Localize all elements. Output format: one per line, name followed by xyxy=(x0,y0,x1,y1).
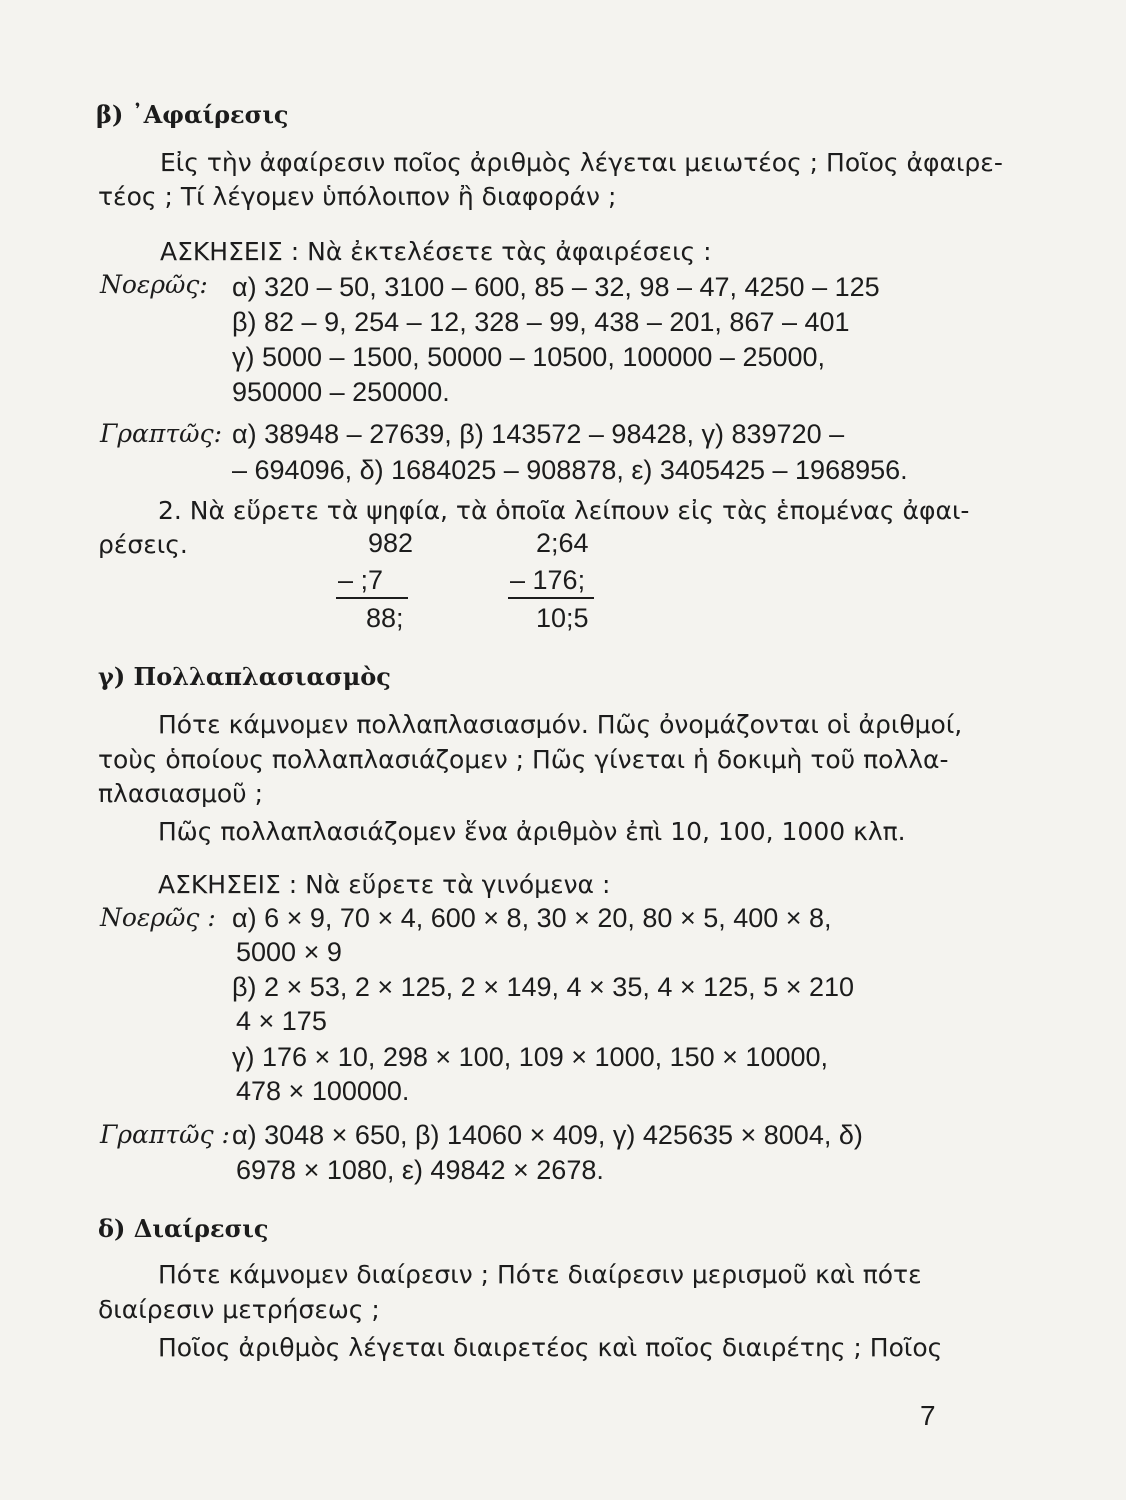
paragraph-line: Πότε κάμνομεν πολλαπλασιασμόν. Πῶς ὀνομάζονται οἱ ἀριθμοί, xyxy=(158,710,963,739)
exercise-line: β) 2 × 53, 2 × 125, 2 × 149, 4 × 35, 4 × 125, 5 × 210 xyxy=(232,972,855,1002)
paragraph-line: ρέσεις. xyxy=(98,530,188,559)
puzzle-top: 2;64 xyxy=(536,528,589,558)
exercise-line: 478 × 100000. xyxy=(236,1076,410,1106)
exercise-line: 5000 × 9 xyxy=(236,937,342,967)
puzzle-rule xyxy=(336,597,408,599)
exercise-line: α) 38948 – 27639, β) 143572 – 98428, γ) 839720 – xyxy=(232,419,845,449)
section-heading-multiplication: γ) Πολλαπλασιασμὸς xyxy=(98,662,391,691)
exercises-intro: ΑΣΚΗΣΕΙΣ : Νὰ ἐκτελέσετε τὰς ἀφαιρέσεις : xyxy=(160,237,712,266)
exercise-line: γ) 5000 – 1500, 50000 – 10500, 100000 – 25000, xyxy=(232,342,826,372)
exercise-line: β) 82 – 9, 254 – 12, 328 – 99, 438 – 201, 867 – 401 xyxy=(232,307,850,337)
exercise-line: α) 320 – 50, 3100 – 600, 85 – 32, 98 – 47, 4250 – 125 xyxy=(232,272,880,302)
puzzle-minus: – ;7 xyxy=(338,565,384,595)
mental-label: Νοερῶς: xyxy=(100,270,208,299)
paragraph-line: τέος ; Τί λέγομεν ὑπόλοιπον ἢ διαφοράν ; xyxy=(98,182,617,211)
puzzle-minus: – 176; xyxy=(510,565,586,595)
exercise-line: 950000 – 250000. xyxy=(232,377,450,407)
paragraph-line: Εἰς τὴν ἀφαίρεσιν ποῖος ἀριθμὸς λέγεται μειωτέος ; Ποῖος ἀφαιρε- xyxy=(160,148,1003,177)
section-heading-subtraction: β) ᾿Αφαίρεσις xyxy=(96,100,289,129)
paragraph-line: Πῶς πολλαπλασιάζομεν ἕνα ἀριθμὸν ἐπὶ 10, 100, 1000 κλπ. xyxy=(158,817,906,846)
exercise-line: 6978 × 1080, ε) 49842 × 2678. xyxy=(236,1155,604,1185)
written-label: Γραπτῶς : xyxy=(100,1120,230,1149)
puzzle-top: 982 xyxy=(368,528,414,558)
section-heading-division: δ) Διαίρεσις xyxy=(98,1214,269,1243)
paragraph-line: διαίρεσιν μετρήσεως ; xyxy=(98,1295,380,1324)
paragraph-line: Πότε κάμνομεν διαίρεσιν ; Πότε διαίρεσιν μερισμοῦ καὶ πότε xyxy=(158,1260,922,1289)
puzzle-result: 10;5 xyxy=(536,603,589,633)
puzzle-rule xyxy=(508,597,594,599)
exercise-line: γ) 176 × 10, 298 × 100, 109 × 1000, 150 × 10000, xyxy=(232,1042,829,1072)
written-label: Γραπτῶς: xyxy=(100,419,222,448)
exercise-line: 4 × 175 xyxy=(236,1006,327,1036)
exercise-line: – 694096, δ) 1684025 – 908878, ε) 3405425 – 1968956. xyxy=(232,455,908,485)
mental-label: Νοερῶς : xyxy=(100,903,216,932)
puzzle-result: 88; xyxy=(366,603,404,633)
paragraph-line: πλασιασμοῦ ; xyxy=(98,779,263,808)
paragraph-line: τοὺς ὁποίους πολλαπλασιάζομεν ; Πῶς γίνεται ἡ δοκιμὴ τοῦ πολλα- xyxy=(98,745,949,774)
exercise-line: α) 3048 × 650, β) 14060 × 409, γ) 425635 × 8004, δ) xyxy=(232,1120,863,1150)
paragraph-line: 2. Νὰ εὕρετε τὰ ψηφία, τὰ ὁποῖα λείπουν εἰς τὰς ἑπομένας ἀφαι- xyxy=(158,496,970,525)
paragraph-line: Ποῖος ἀριθμὸς λέγεται διαιρετέος καὶ ποῖος διαιρέτης ; Ποῖος xyxy=(158,1333,943,1362)
page-number: 7 xyxy=(920,1400,936,1431)
exercises-intro: ΑΣΚΗΣΕΙΣ : Νὰ εὕρετε τὰ γινόμενα : xyxy=(158,870,611,899)
exercise-line: α) 6 × 9, 70 × 4, 600 × 8, 30 × 20, 80 × 5, 400 × 8, xyxy=(232,903,832,933)
